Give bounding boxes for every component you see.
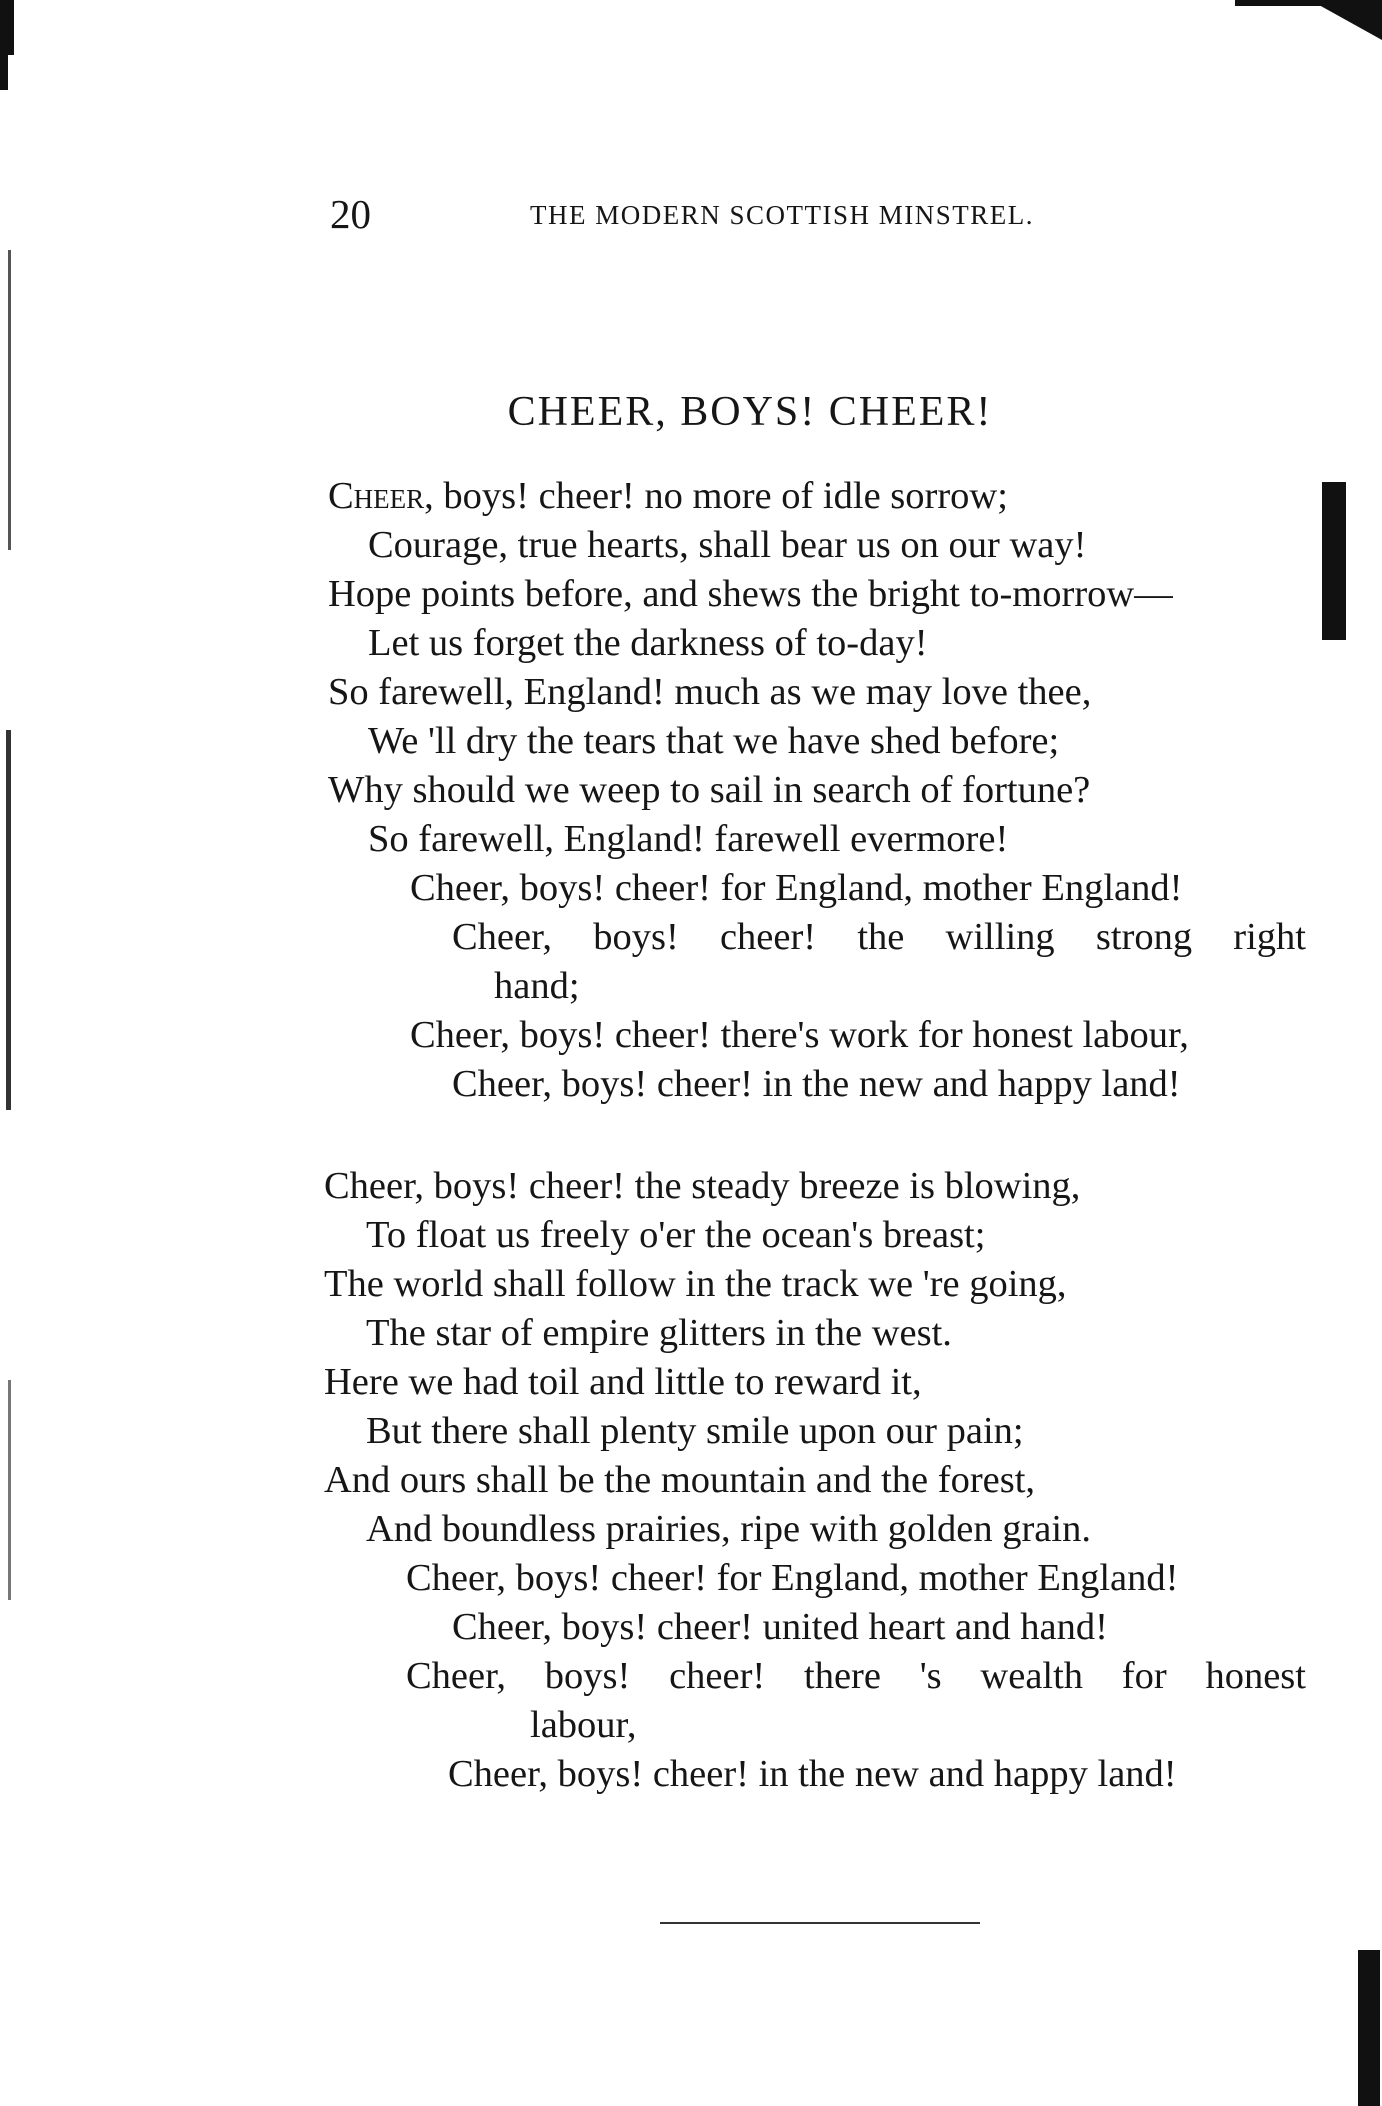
verse-line: Cheer, boys! cheer! in the new and happy land!	[452, 1063, 1181, 1105]
verse-line: Cheer, boys! cheer! for England, mother England!	[410, 867, 1183, 909]
verse-line: We 'll dry the tears that we have shed before;	[368, 720, 1060, 762]
verse-line: The star of empire glitters in the west.	[366, 1312, 952, 1354]
verse-line: But there shall plenty smile upon our pain;	[366, 1410, 1024, 1452]
section-divider-rule	[660, 1922, 980, 1924]
verse-line: Cheer, boys! cheer! no more of idle sorrow;	[328, 475, 1008, 517]
scan-edge-mark	[6, 730, 11, 1110]
verse-line: Cheer, boys! cheer! in the new and happy land!	[448, 1753, 1177, 1795]
verse-line: Cheer, boys! cheer! united heart and hand!	[452, 1606, 1108, 1648]
verse-line: Hope points before, and shews the bright to-morrow—	[328, 573, 1173, 615]
running-header	[330, 190, 1170, 240]
scan-edge-mark	[1358, 1950, 1380, 2106]
verse-line: So farewell, England! farewell evermore!	[368, 818, 1009, 860]
verse-line: So farewell, England! much as we may love thee,	[328, 671, 1092, 713]
verse-line: Cheer, boys! cheer! there's work for honest labour,	[410, 1014, 1189, 1056]
verse-line: Why should we weep to sail in search of fortune?	[328, 769, 1091, 811]
verse-line: Courage, true hearts, shall bear us on our way!	[368, 524, 1087, 566]
scan-edge-mark	[1322, 482, 1346, 640]
scan-edge-mark	[0, 0, 8, 90]
running-title: THE MODERN SCOTTISH MINSTREL.	[530, 200, 1035, 230]
scan-edge-mark	[8, 0, 14, 55]
scan-edge-mark	[8, 1380, 11, 1600]
verse-line: Cheer, boys! cheer! there 's wealth for honest	[406, 1655, 1306, 1697]
verse-line: Cheer, boys! cheer! for England, mother England!	[406, 1557, 1179, 1599]
scan-edge-mark	[1310, 0, 1382, 40]
verse-line: The world shall follow in the track we 're going,	[324, 1263, 1067, 1305]
poem-title: CHEER, BOYS! CHEER!	[507, 389, 993, 435]
verse-line: Cheer, boys! cheer! the steady breeze is blowing,	[324, 1165, 1081, 1207]
verse-line: hand;	[494, 965, 580, 1007]
drop-word: Cheer	[328, 475, 425, 517]
verse-line: Here we had toil and little to reward it,	[324, 1361, 922, 1403]
verse-line: To float us freely o'er the ocean's breast;	[366, 1214, 986, 1256]
verse-line: labour,	[530, 1704, 637, 1746]
verse-line: And boundless prairies, ripe with golden grain.	[366, 1508, 1091, 1550]
verse-line: And ours shall be the mountain and the forest,	[324, 1459, 1036, 1501]
verse-line: Cheer, boys! cheer! the willing strong right	[452, 916, 1306, 958]
page-number: 20	[330, 191, 371, 237]
verse-line: Let us forget the darkness of to-day!	[368, 622, 928, 664]
